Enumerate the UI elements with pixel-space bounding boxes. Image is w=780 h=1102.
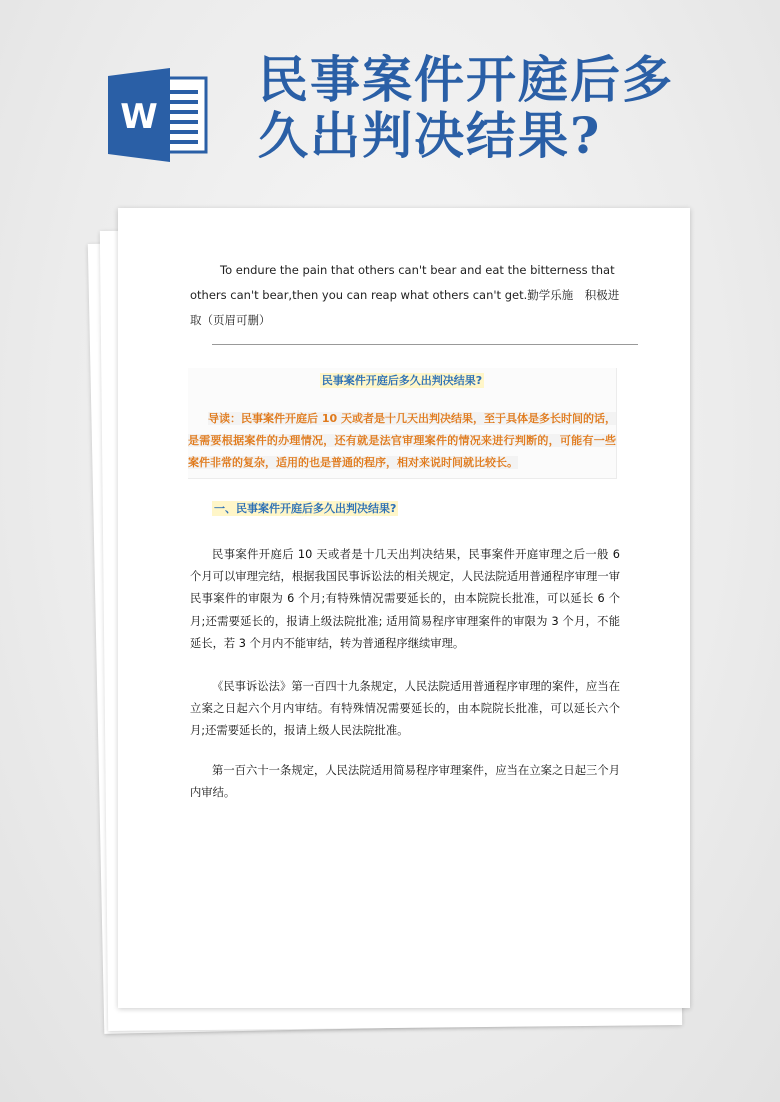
section-heading-text: 一、民事案件开庭后多久出判决结果?	[214, 502, 397, 515]
intro-title	[188, 372, 616, 388]
word-logo-letter: W	[120, 97, 158, 137]
body-paragraph-1: 民事案件开庭后 10 天或者是十几天出判决结果，民事案件开庭审理之后一般 6 个月可以审理完结，根据我国民事诉讼法的相关规定，人民法院适用普通程序审理一审民事案件的审限为 6 个月;有特殊情况需要延长的，由本院院长批准，可以延长 6 个月;还需要延长的，报请上级法院批准; 适用简易程序审理案件的审限为 3 个月，不能延长，若 3 个月内不能审结，转为普通程序继续审理。	[190, 548, 620, 650]
intro-body-text: 导读：民事案件开庭后 10 天或者是十几天出判决结果，至于具体是多长时间的话，是需要根据案件的办理情况，还有就是法官审理案件的情况来进行判断的，可能有一些案件非常的复杂，适用的也是普通的程序，相对来说时间就比较长。	[188, 412, 616, 469]
intro-title-text: 民事案件开庭后多久出判决结果?	[321, 374, 483, 387]
page-header-text: To endure the pain that others can't bear and eat the bitterness that others can't bear,then you can reap what others can't get.勤学乐施 积极进取（页眉可删）	[190, 263, 620, 327]
intro-box	[188, 368, 617, 479]
body-paragraph-2: 《民事诉讼法》第一百四十九条规定，人民法院适用普通程序审理的案件，应当在立案之日起六个月内审结。有特殊情况需要延长的，由本院院长批准，可以延长六个月;还需要延长的，报请上级人民法院批准。	[190, 680, 620, 738]
document-page	[118, 208, 690, 1008]
intro-body	[188, 408, 616, 474]
header-divider	[212, 344, 638, 345]
body-paragraph-3: 第一百六十一条规定，人民法院适用简易程序审理案件，应当在立案之日起三个月内审结。	[190, 764, 620, 800]
word-logo-icon	[108, 68, 212, 162]
banner-title-line1: 民事案件开庭后多	[258, 50, 674, 109]
banner-title-line2: 久出判决结果?	[258, 106, 602, 165]
section-heading	[212, 500, 398, 516]
banner-title	[258, 52, 758, 164]
